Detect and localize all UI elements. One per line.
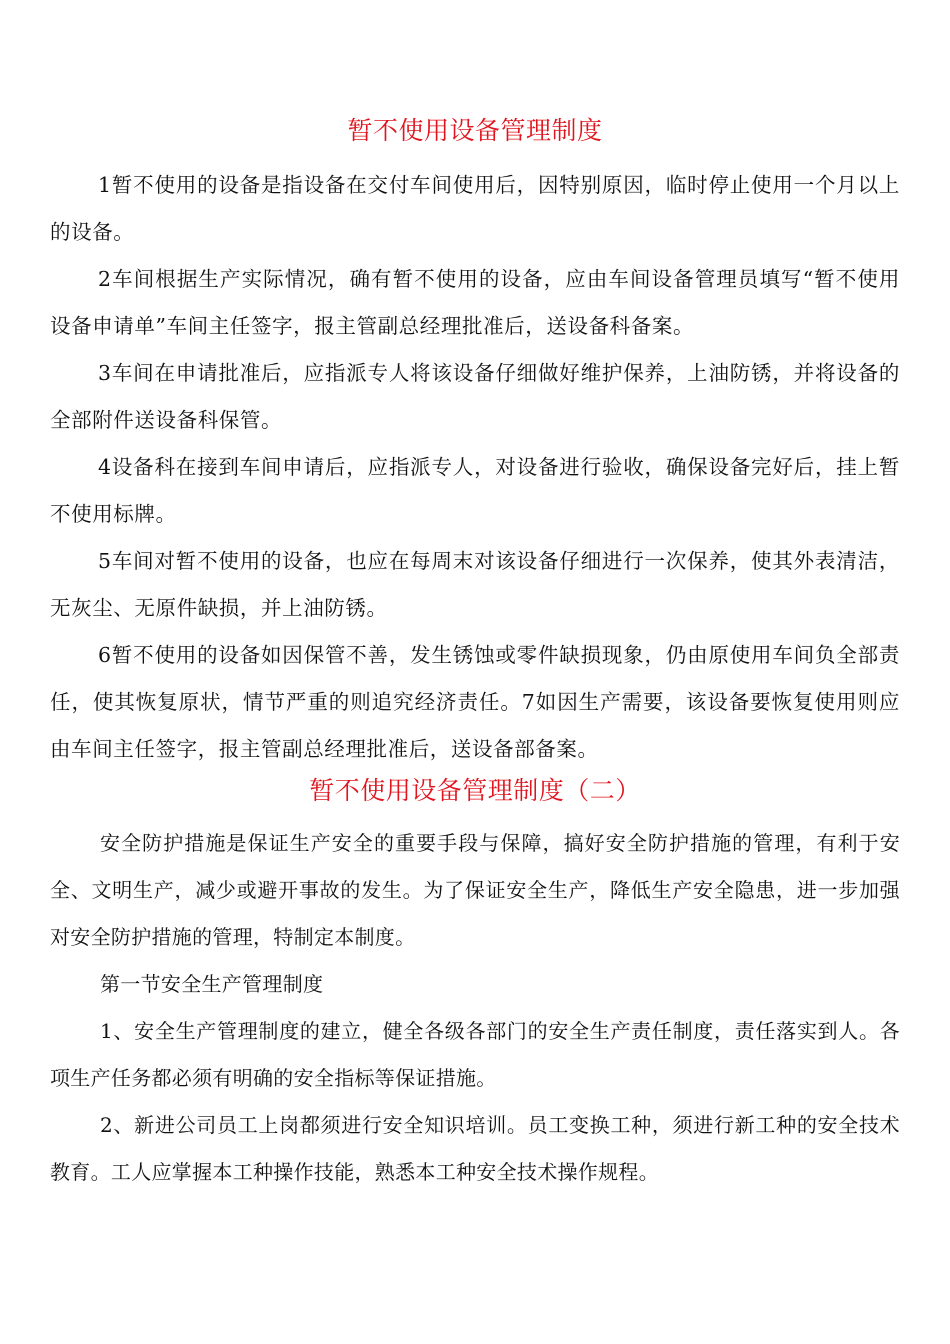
section-1-paragraph-1: 1暂不使用的设备是指设备在交付车间使用后，因特别原因，临时停止使用一个月以上的设备。 xyxy=(50,173,900,244)
section-2-title: 暂不使用设备管理制度（二） xyxy=(309,776,641,805)
section-2-paragraph-2: 1、安全生产管理制度的建立，健全各级各部门的安全生产责任制度，责任落实到人。各项生产任务都必须有明确的安全指标等保证措施。 xyxy=(50,1019,900,1090)
section-2-paragraph-1: 安全防护措施是保证生产安全的重要手段与保障，搞好安全防护措施的管理，有利于安全、文明生产，减少或避开事故的发生。为了保证安全生产，降低生产安全隐患，进一步加强对安全防护措施的管理，特制定本制度。 xyxy=(50,831,900,949)
section-1-paragraph-4: 4设备科在接到车间申请后，应指派专人，对设备进行验收，确保设备完好后，挂上暂不使用标牌。 xyxy=(50,455,900,526)
section-2-paragraph-3: 2、新进公司员工上岗都须进行安全知识培训。员工变换工种，须进行新工种的安全技术教育。工人应掌握本工种操作技能，熟悉本工种安全技术操作规程。 xyxy=(50,1113,900,1184)
section-2-body xyxy=(50,820,900,1196)
section-1-paragraph-3: 3车间在申请批准后，应指派专人将该设备仔细做好维护保养，上油防锈，并将设备的全部附件送设备科保管。 xyxy=(50,361,900,432)
section-1-paragraph-5: 5车间对暂不使用的设备，也应在每周末对该设备仔细进行一次保养，使其外表清洁，无灰尘、无原件缺损，并上油防锈。 xyxy=(50,549,900,620)
section-1-body xyxy=(50,162,900,773)
section-1-paragraph-6: 6暂不使用的设备如因保管不善，发生锈蚀或零件缺损现象，仍由原使用车间负全部责任，使其恢复原状，情节严重的则追究经济责任。7如因生产需要，该设备要恢复使用则应由车间主任签字，报主管副总经理批准后，送设备部备案。 xyxy=(50,643,900,761)
section-1-title: 暂不使用设备管理制度 xyxy=(347,116,603,145)
section-2-heading: 第一节安全生产管理制度 xyxy=(100,972,324,996)
section-1-paragraph-2: 2车间根据生产实际情况，确有暂不使用的设备，应由车间设备管理员填写“暂不使用设备申请单”车间主任签字，报主管副总经理批准后，送设备科备案。 xyxy=(50,267,900,338)
